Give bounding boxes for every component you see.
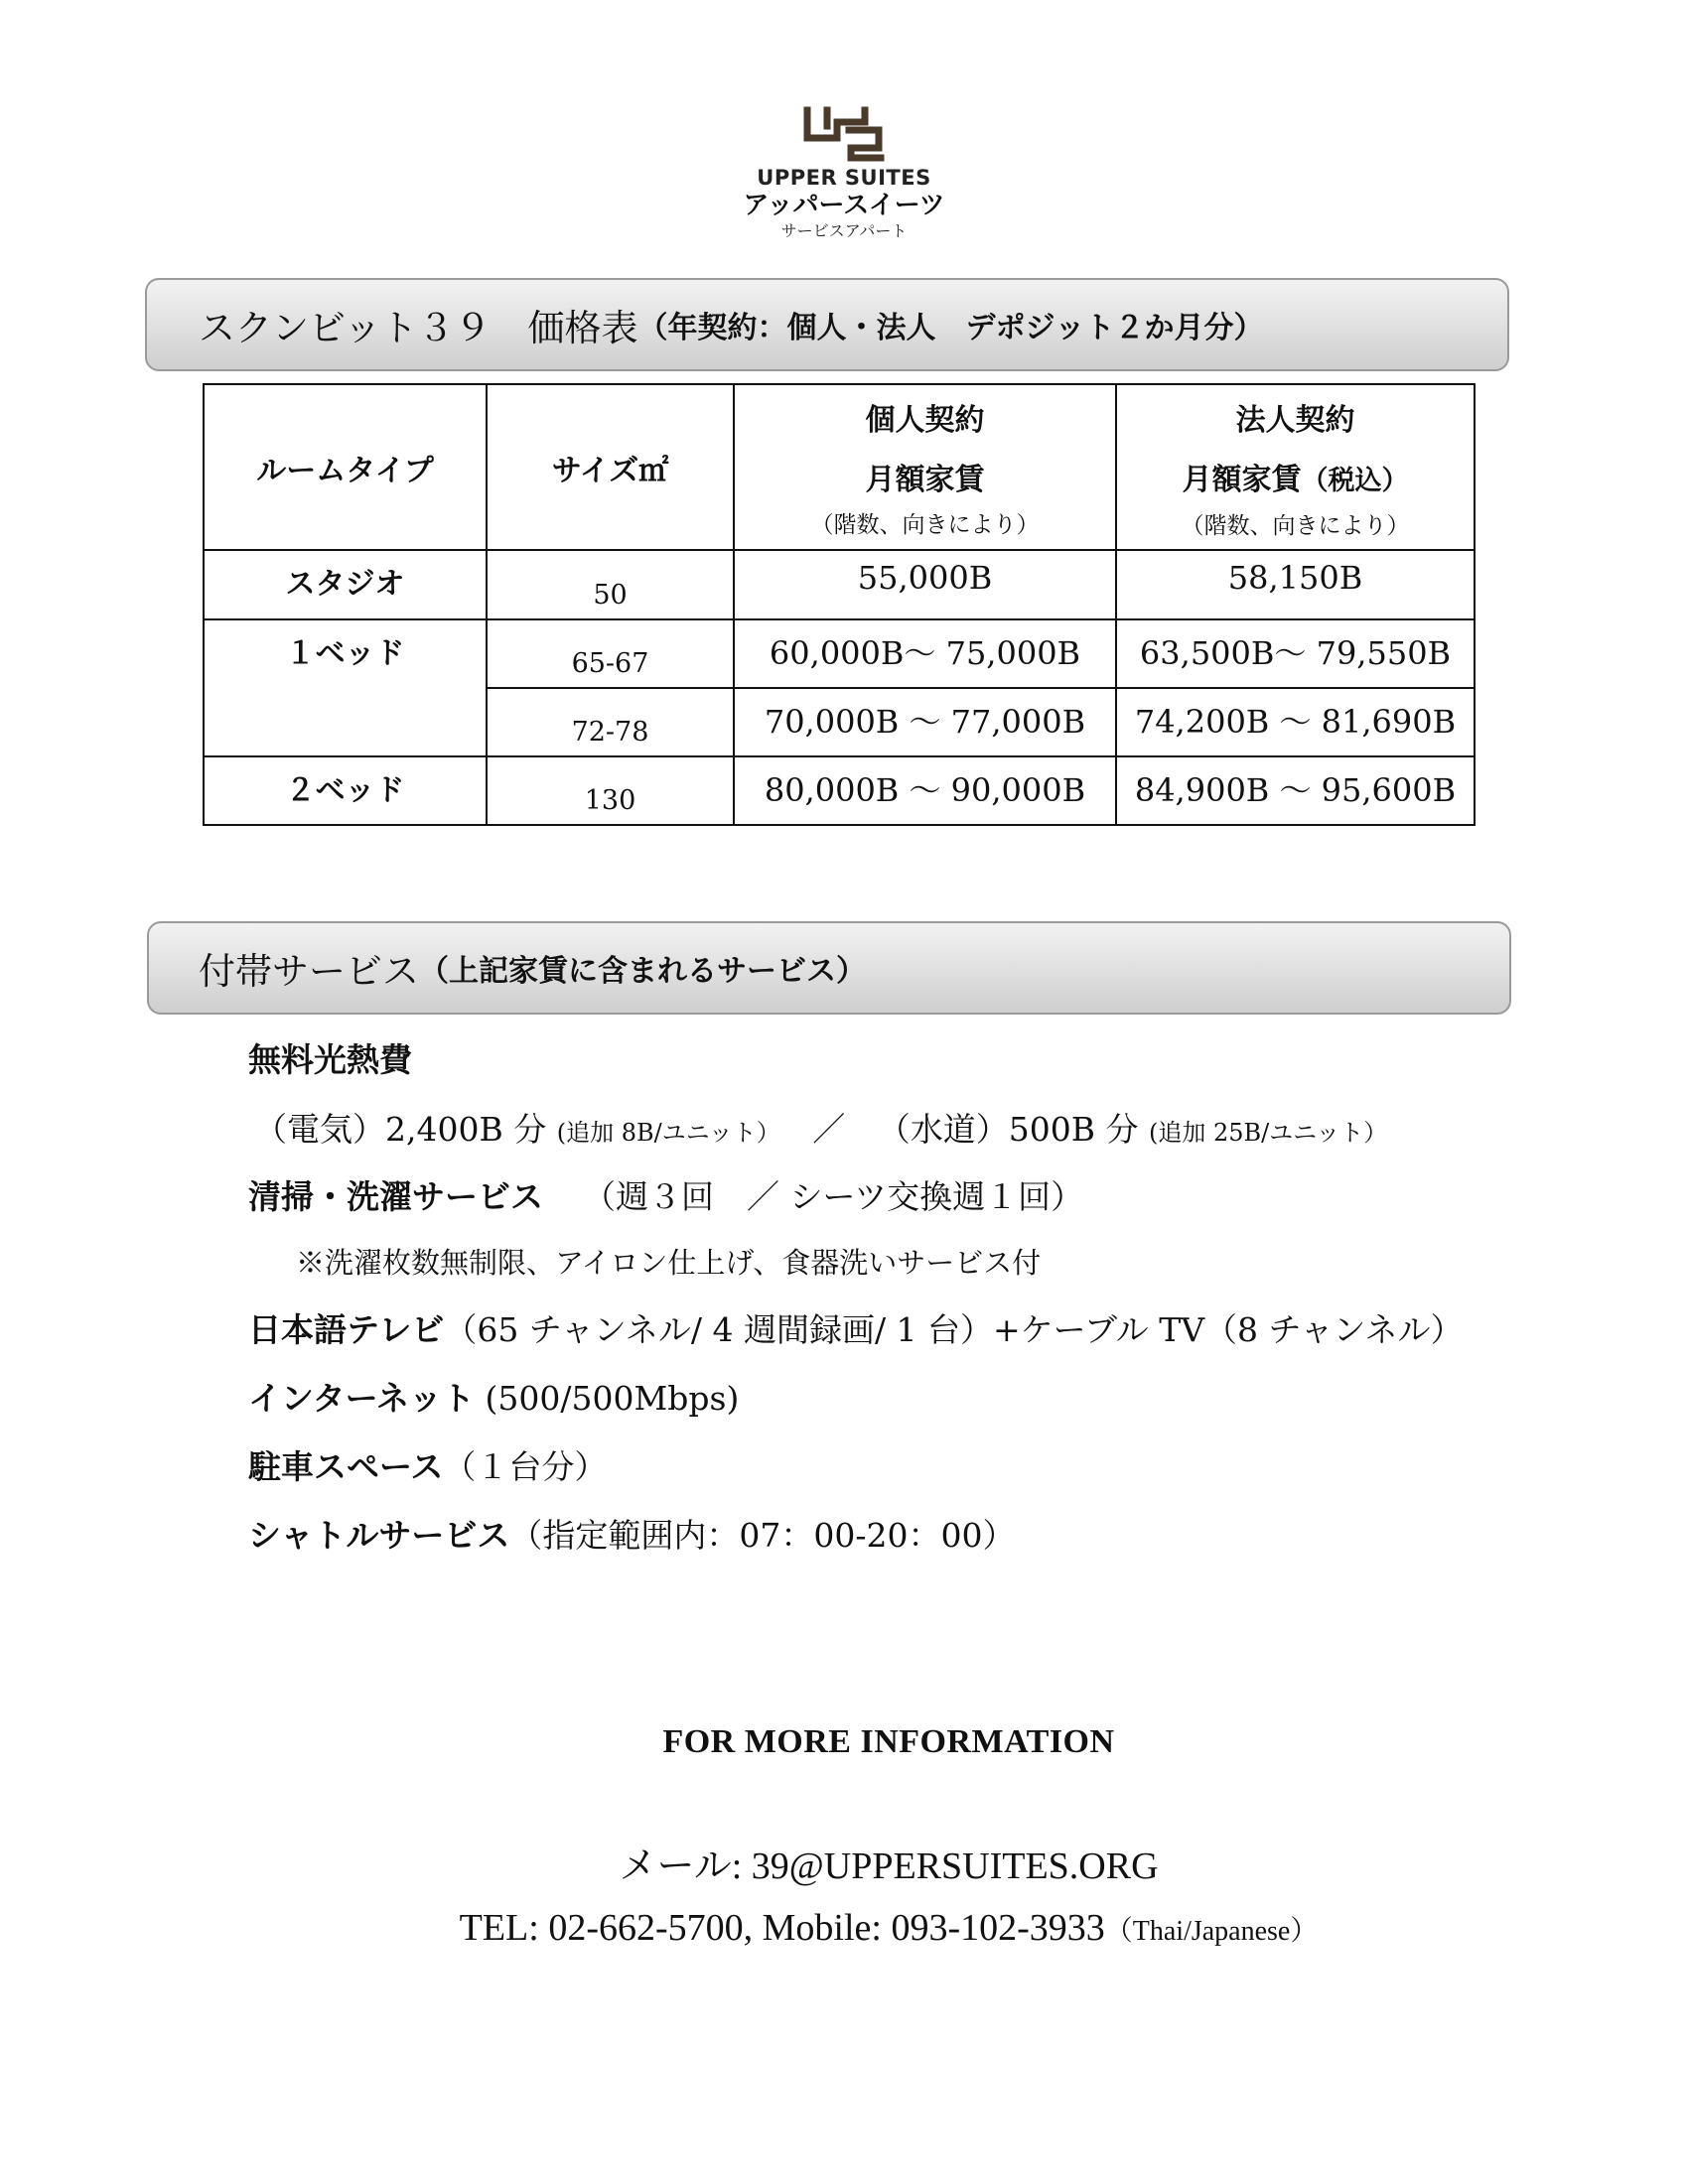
logo-brand: UPPER SUITES — [757, 166, 931, 190]
corporate-price-cell: 63,500B～ 79,550B — [1116, 619, 1475, 688]
pricing-title: スクンビット３９ 価格表 — [199, 307, 638, 349]
shuttle-label: シャトルサービス — [248, 1516, 510, 1555]
upper-suites-logo-icon — [799, 104, 889, 164]
internet-line — [248, 1373, 739, 1420]
tv-line — [248, 1304, 1464, 1351]
contact-lang: （Thai/Japanese） — [1104, 1916, 1319, 1947]
header-individual: 個人契約 月額家賃 （階数、向きにより） — [734, 384, 1116, 550]
services-banner — [147, 921, 1511, 1015]
shuttle-line — [248, 1510, 1015, 1557]
header-size: サイズ㎡ — [487, 384, 734, 550]
internet-detail: (500/500Mbps) — [485, 1379, 740, 1418]
individual-price-cell: 60,000B～ 75,000B — [734, 619, 1116, 688]
tv-label: 日本語テレビ — [248, 1310, 445, 1349]
table-row — [204, 756, 1475, 825]
cleaning-detail: （週３回 ／ シーツ交換週１回） — [583, 1177, 1084, 1216]
tv-detail: （65 チャンネル/ 4 週間録画/ 1 台）+ケーブル TV（8 チャンネル） — [444, 1310, 1464, 1349]
table-row — [204, 619, 1475, 688]
room-type-cell: １ベッド — [204, 619, 487, 756]
corporate-price-cell: 84,900B ～ 95,600B — [1116, 756, 1475, 825]
contact-heading: FOR MORE INFORMATION — [662, 1723, 1115, 1760]
size-cell: 130 — [487, 756, 734, 825]
parking-label: 駐車スペース — [248, 1447, 444, 1486]
corporate-price-cell: 74,200B ～ 81,690B — [1116, 688, 1475, 756]
header-corporate: 法人契約 月額家賃（税込） （階数、向きにより） — [1116, 384, 1475, 550]
cleaning-label: 清掃・洗濯サービス — [248, 1177, 543, 1216]
internet-label: インターネット — [248, 1379, 476, 1418]
table-header-row — [204, 384, 1475, 550]
header-room-type: ルームタイプ — [204, 384, 487, 550]
table-row — [204, 550, 1475, 619]
individual-price-cell: 80,000B ～ 90,000B — [734, 756, 1116, 825]
utilities-detail: （電気）2,400B 分 (追加 8B/ユニット） ／ （水道）500B 分 (追加 25B/ユニット） — [254, 1110, 1388, 1149]
corporate-price-cell: 58,150B — [1116, 550, 1475, 619]
size-cell: 50 — [487, 550, 734, 619]
services-title: 付帯サービス — [199, 950, 419, 993]
room-type-cell: スタジオ — [204, 550, 487, 619]
parking-detail: （１台分） — [443, 1447, 608, 1486]
individual-price-cell: 70,000B ～ 77,000B — [734, 688, 1116, 756]
logo-subtitle: サービスアパート — [780, 221, 908, 240]
shuttle-detail: （指定範囲内：07：00-20：00） — [509, 1516, 1016, 1555]
size-cell: 65-67 — [487, 619, 734, 688]
size-cell: 72-78 — [487, 688, 734, 756]
room-type-cell: ２ベッド — [204, 756, 487, 825]
utilities-label: 無料光熱費 — [248, 1040, 412, 1079]
services-subtitle: （上記家賃に含まれるサービス） — [419, 954, 866, 989]
logo-kana: アッパースイーツ — [743, 191, 945, 220]
contact-mail: メール: 39@UPPERSUITES.ORG — [619, 1845, 1159, 1887]
individual-price-cell: 55,000B — [734, 550, 1116, 619]
cleaning-note: ※洗濯枚数無制限、アイロン仕上げ、食器洗いサービス付 — [296, 1246, 1042, 1280]
pricing-banner — [145, 278, 1509, 371]
contact-tel-line — [45, 1906, 1688, 1950]
cleaning-line — [248, 1171, 1083, 1218]
price-table — [203, 383, 1476, 826]
contact-tel: TEL: 02-662-5700, Mobile: 093-102-3933 — [459, 1907, 1105, 1949]
pricing-subtitle: （年契約：個人・法人 デポジット２か月分） — [637, 311, 1264, 345]
parking-line — [248, 1441, 607, 1488]
logo — [0, 104, 1688, 241]
